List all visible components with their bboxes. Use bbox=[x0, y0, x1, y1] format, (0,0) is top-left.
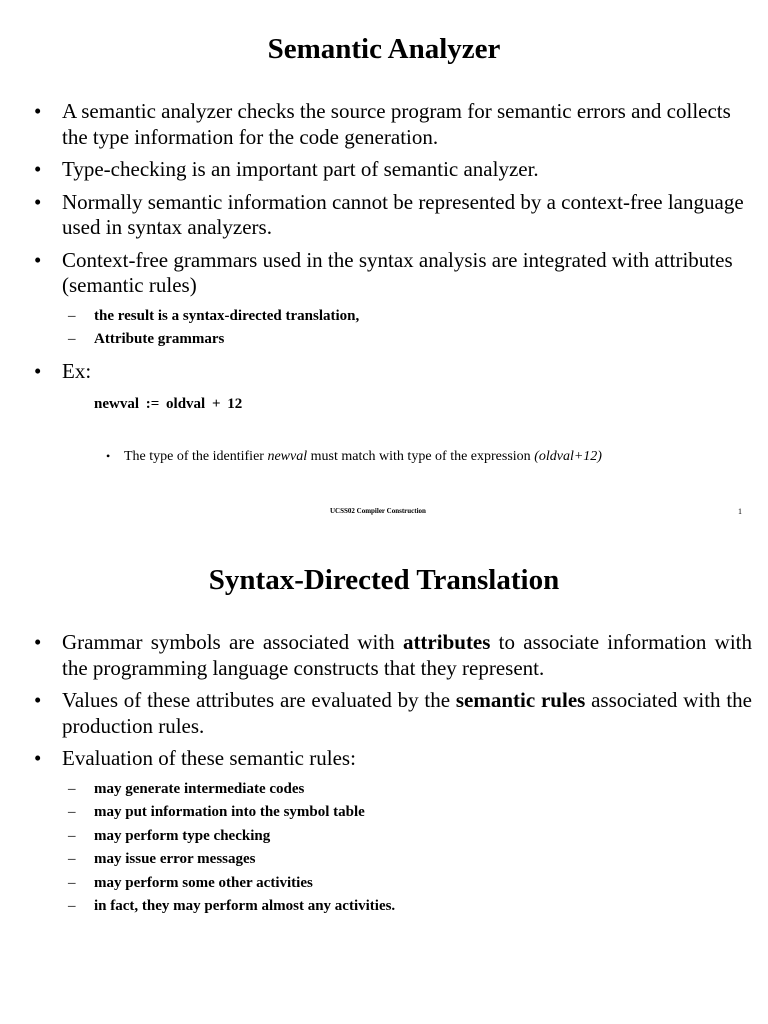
example-note bbox=[106, 444, 752, 470]
bullet-text: A semantic analyzer checks the source program for semantic errors and collects the type information for the code generation. bbox=[62, 99, 731, 149]
example-label: Ex: bbox=[62, 358, 92, 383]
bullet-icon: • bbox=[34, 630, 42, 654]
bullet-list bbox=[32, 99, 752, 476]
bullet-icon: • bbox=[34, 746, 42, 770]
sub-bullet-text: may perform type checking bbox=[94, 827, 271, 844]
list-item bbox=[32, 746, 752, 919]
slide-2 bbox=[0, 540, 768, 1024]
list-item bbox=[32, 688, 752, 739]
sub-list-item bbox=[62, 801, 752, 825]
note-middle: must match with type of the expression bbox=[307, 448, 535, 464]
dash-icon: – bbox=[68, 331, 76, 347]
dash-icon: – bbox=[68, 804, 76, 820]
dash-icon: – bbox=[68, 827, 76, 844]
sub-bullet-list bbox=[62, 778, 752, 919]
sub-bullet-text: Attribute grammars bbox=[94, 331, 225, 347]
note-variable: newval bbox=[267, 448, 308, 464]
list-item bbox=[32, 99, 752, 150]
list-item bbox=[32, 157, 752, 183]
bullet-icon: • bbox=[34, 99, 42, 123]
footer-course: UCSS02 Compiler Construction bbox=[330, 507, 426, 515]
dash-icon: – bbox=[68, 874, 76, 891]
keyword-attributes: attributes bbox=[402, 630, 491, 654]
sub-list-item bbox=[62, 848, 752, 872]
bullet-text bbox=[62, 688, 752, 739]
list-item bbox=[32, 630, 752, 681]
code-example: newval := oldval + 12 bbox=[94, 396, 243, 412]
bullet-text: Context-free grammars used in the syntax analysis are integrated with attributes (semantic rules) bbox=[62, 247, 733, 297]
dash-icon: – bbox=[68, 851, 76, 867]
text-segment: Values of these attributes are evaluated by the bbox=[62, 688, 456, 712]
text-segment: associated with the production rules. bbox=[62, 688, 752, 738]
slide-title: Syntax-Directed Translation bbox=[208, 564, 560, 596]
bullet-text bbox=[62, 630, 752, 681]
keyword-semantic-rules: semantic rules bbox=[455, 688, 586, 712]
note-expression: (oldval+12) bbox=[534, 448, 602, 464]
bullet-icon: • bbox=[34, 358, 42, 383]
sub-bullet-text: in fact, they may perform almost any activities. bbox=[94, 898, 396, 914]
text-segment: Grammar symbols are associated with bbox=[62, 630, 403, 654]
sub-bullet-text: may generate intermediate codes bbox=[94, 780, 305, 797]
bullet-icon: • bbox=[34, 688, 42, 712]
sub-list-item bbox=[62, 328, 752, 352]
bullet-text: Normally semantic information cannot be represented by a context-free language used in syntax analyzers. bbox=[62, 189, 744, 239]
dash-icon: – bbox=[68, 898, 76, 914]
sub-bullet-list bbox=[62, 305, 752, 352]
page-number: 1 bbox=[738, 507, 742, 516]
text-segment: to associate information with the programming language constructs that they represent. bbox=[62, 630, 752, 680]
bullet-list bbox=[32, 630, 752, 926]
dash-icon: – bbox=[68, 780, 76, 797]
sub-list-item bbox=[62, 895, 752, 919]
slide-title: Semantic Analyzer bbox=[267, 33, 501, 65]
bullet-icon: • bbox=[34, 247, 42, 272]
note-prefix: The type of the identifier bbox=[124, 448, 268, 464]
bullet-icon: • bbox=[34, 157, 42, 181]
bullet-icon: • bbox=[106, 448, 111, 463]
dash-icon: – bbox=[68, 307, 76, 324]
bullet-text: Type-checking is an important part of semantic analyzer. bbox=[62, 157, 539, 181]
list-item bbox=[32, 248, 752, 352]
sub-list-item bbox=[62, 872, 752, 896]
sub-bullet-text: may perform some other activities bbox=[94, 874, 313, 891]
list-item bbox=[32, 190, 752, 241]
list-item bbox=[32, 359, 752, 470]
sub-bullet-text: may issue error messages bbox=[94, 851, 256, 867]
sub-bullet-text: the result is a syntax-directed translation, bbox=[94, 307, 360, 324]
bullet-text: Evaluation of these semantic rules: bbox=[62, 746, 356, 770]
sub-bullet-text: may put information into the symbol table bbox=[94, 804, 365, 820]
sub-list-item bbox=[62, 825, 752, 849]
bullet-icon: • bbox=[34, 189, 42, 214]
sub-list-item bbox=[62, 305, 752, 329]
sub-list-item bbox=[62, 778, 752, 802]
